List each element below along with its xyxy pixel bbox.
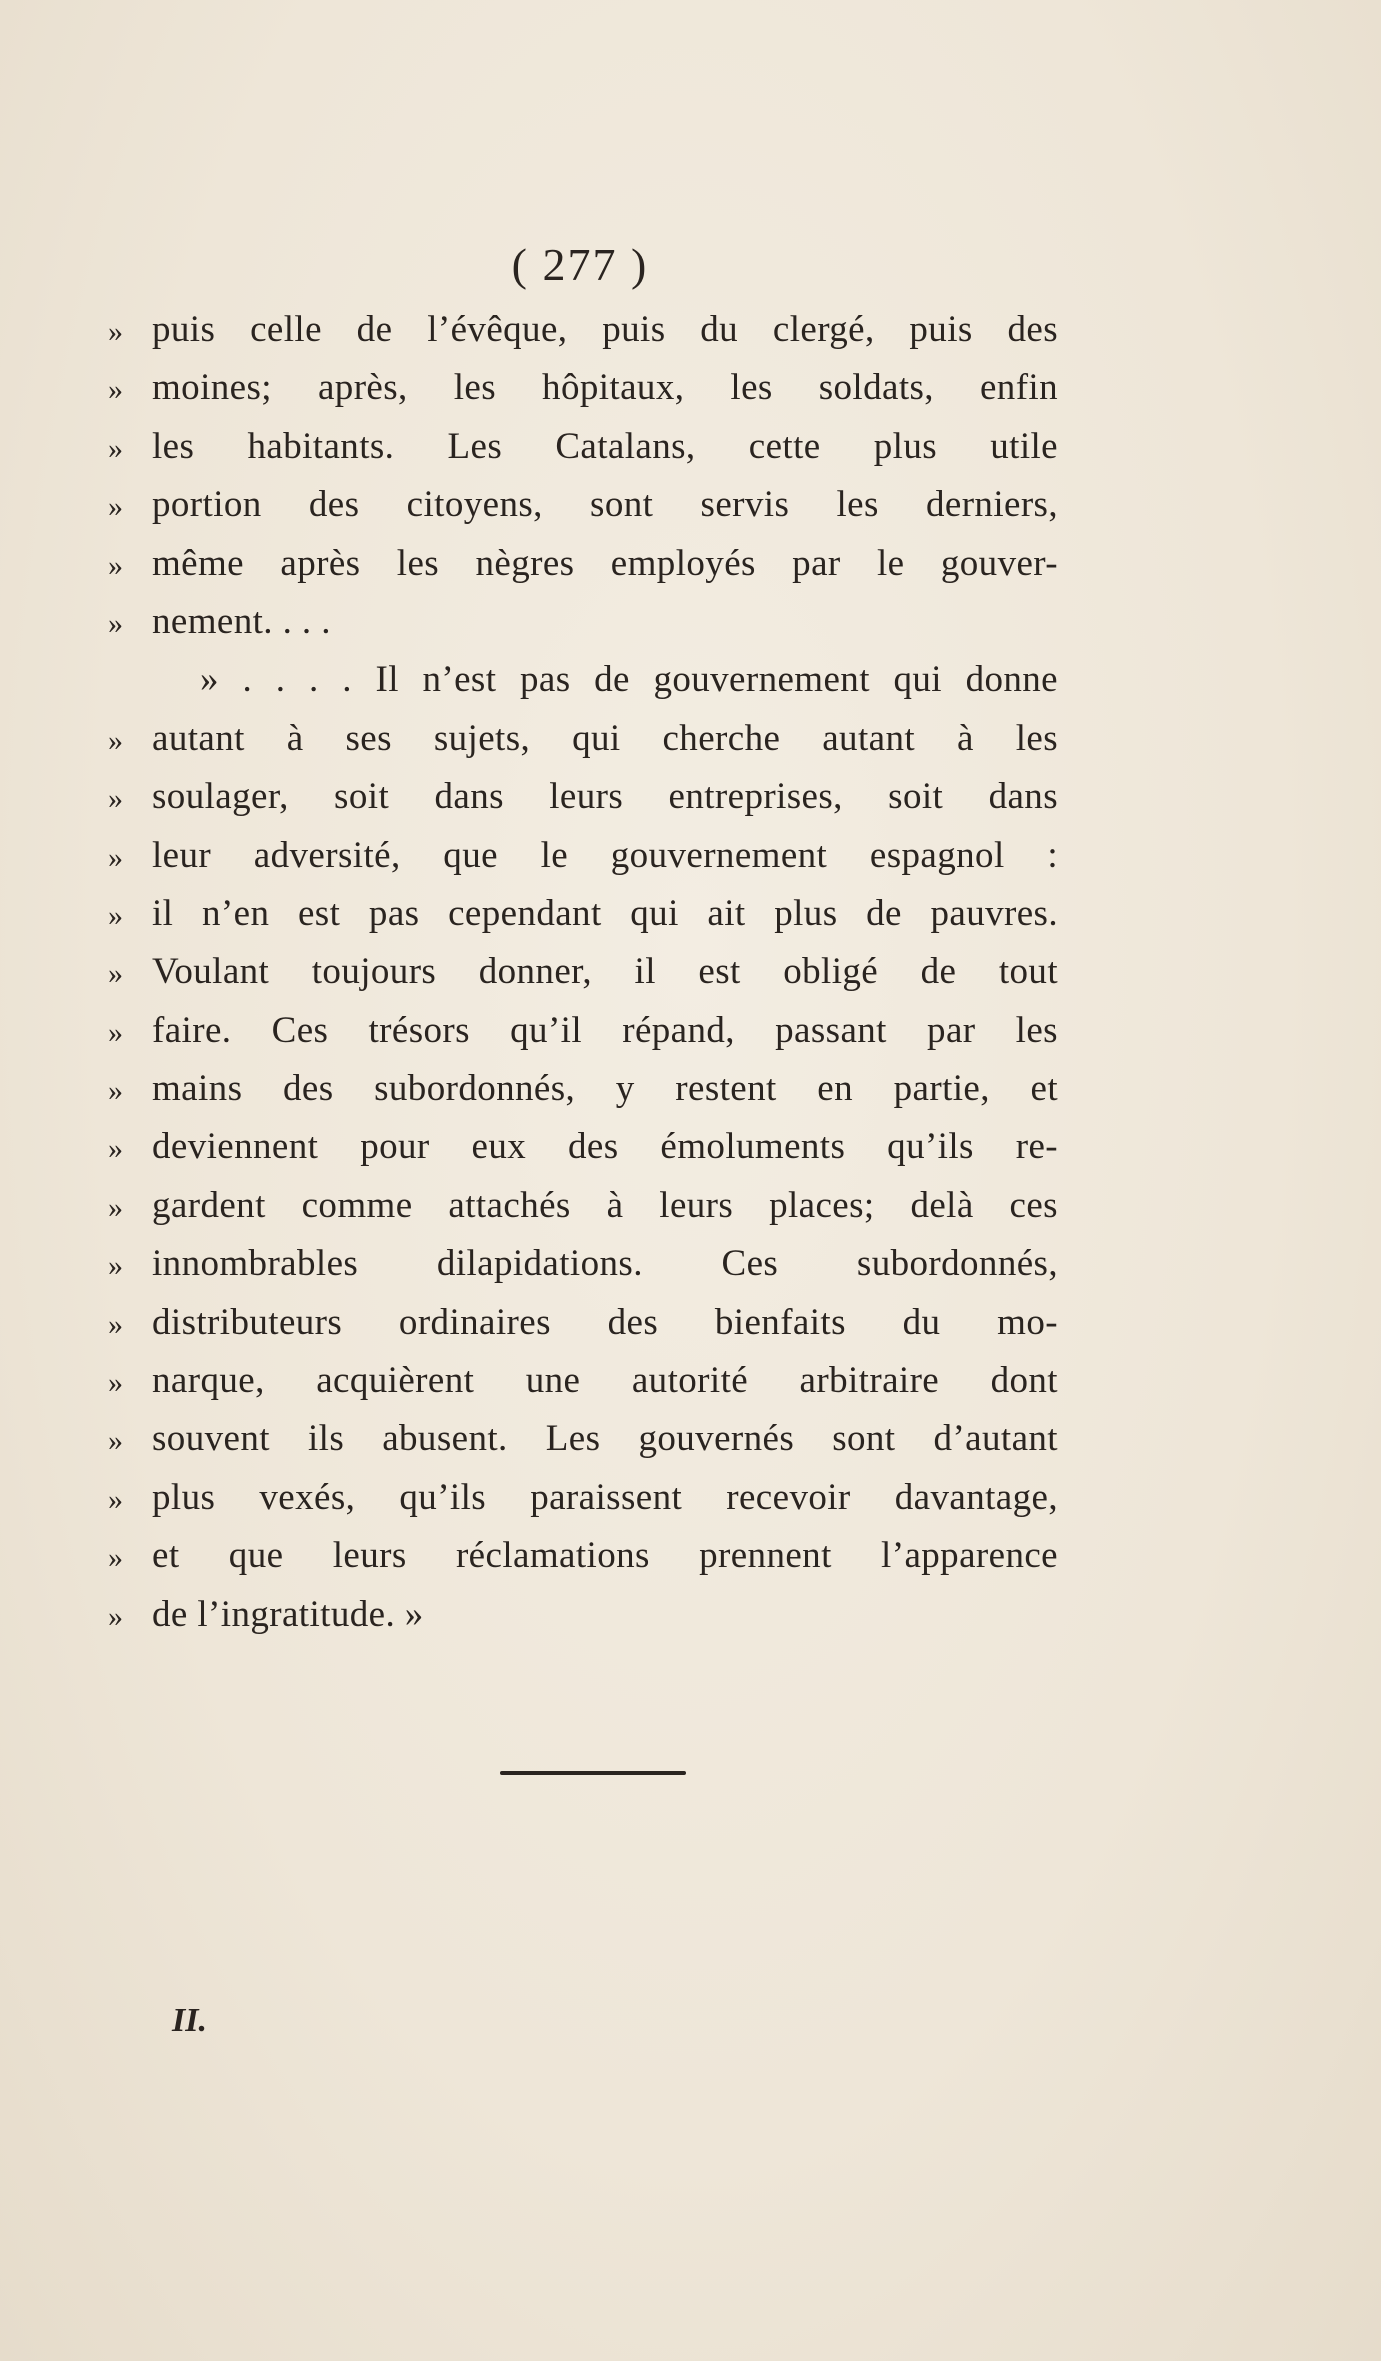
line-text: souvent ils abusent. Les gouvernés sont d’autant [152, 1418, 1058, 1460]
line-text: portion des citoyens, sont servis les derniers, [152, 484, 1058, 526]
text-line [108, 483, 1058, 541]
quote-mark: » [108, 315, 123, 348]
line-text: autant à ses sujets, qui cherche autant à les [152, 717, 1058, 759]
text-line [108, 1593, 1058, 1651]
text-line [108, 1242, 1058, 1300]
text-line [108, 1301, 1058, 1359]
line-text: » . . . . Il n’est pas de gouvernement qui donne [200, 659, 1058, 701]
line-text: leur adversité, que le gouvernement espagnol : [152, 834, 1058, 876]
line-text: deviennent pour eux des émoluments qu’ils re- [152, 1126, 1058, 1168]
text-line [108, 1125, 1058, 1183]
quote-mark: » [108, 1482, 123, 1516]
line-text: de l’ingratitude. » [152, 1593, 424, 1635]
quote-mark: » [108, 373, 123, 407]
text-line [108, 366, 1058, 424]
quote-mark: » [108, 840, 123, 874]
quote-mark: » [108, 1424, 123, 1458]
text-line [108, 600, 1058, 658]
line-text: soulager, soit dans leurs entreprises, soit dans [152, 776, 1058, 818]
quote-mark: » [108, 1541, 123, 1575]
line-text: gardent comme attachés à leurs places; delà ces [152, 1184, 1058, 1226]
quote-mark: » [108, 957, 123, 991]
quote-mark: » [108, 1190, 123, 1224]
text-line [108, 950, 1058, 1008]
text-line [108, 775, 1058, 833]
text-line [108, 717, 1058, 775]
quote-mark: » [108, 1366, 123, 1400]
line-text: distributeurs ordinaires des bienfaits du mo- [152, 1301, 1058, 1343]
text-line [108, 1067, 1058, 1125]
section-separator-rule [500, 1771, 686, 1775]
line-text: même après les nègres employés par le gouver- [152, 542, 1058, 584]
signature-mark: II. [172, 2002, 207, 2039]
quote-mark: » [108, 431, 123, 465]
line-text: nement. . . . [152, 600, 331, 642]
line-text: il n’en est pas cependant qui ait plus de pauvres. [152, 892, 1058, 934]
quote-mark: » [108, 606, 123, 640]
quote-mark: » [108, 548, 123, 582]
text-line [108, 308, 1058, 366]
quote-mark: » [108, 1015, 123, 1049]
text-line [108, 542, 1058, 600]
line-text: narque, acquièrent une autorité arbitraire dont [152, 1360, 1058, 1402]
text-line [108, 1534, 1058, 1592]
text-line [108, 425, 1058, 483]
text-line [108, 1184, 1058, 1242]
quote-mark: » [108, 1074, 123, 1108]
quote-mark: » [108, 1307, 123, 1341]
quote-mark: » [108, 898, 123, 932]
line-text: puis celle de l’évêque, puis du clergé, puis des [152, 309, 1058, 350]
line-text: et que leurs réclamations prennent l’apparence [152, 1535, 1058, 1577]
page-number: ( 277 ) [511, 239, 649, 290]
quote-mark: » [108, 490, 123, 524]
text-block [108, 308, 1058, 1651]
quote-mark: » [108, 782, 123, 816]
line-text: moines; après, les hôpitaux, les soldats, enfin [152, 367, 1058, 409]
line-text: plus vexés, qu’ils paraissent recevoir davantage, [152, 1476, 1058, 1518]
line-text: mains des subordonnés, y restent en partie, et [152, 1068, 1058, 1110]
line-text: les habitants. Les Catalans, cette plus utile [152, 425, 1058, 467]
quote-mark: » [108, 723, 123, 757]
text-line [108, 834, 1058, 892]
line-text: innombrables dilapidations. Ces subordonnés, [152, 1243, 1058, 1285]
quote-mark: » [108, 1599, 123, 1633]
text-line [108, 1476, 1058, 1534]
text-line [108, 1417, 1058, 1475]
text-line [108, 892, 1058, 950]
line-text: faire. Ces trésors qu’il répand, passant par les [152, 1009, 1058, 1051]
text-line [108, 1359, 1058, 1417]
text-line [108, 658, 1058, 716]
quote-mark: » [108, 1249, 123, 1283]
line-text: Voulant toujours donner, il est obligé de tout [152, 951, 1058, 993]
quote-mark: » [108, 1132, 123, 1166]
text-line [108, 1009, 1058, 1067]
